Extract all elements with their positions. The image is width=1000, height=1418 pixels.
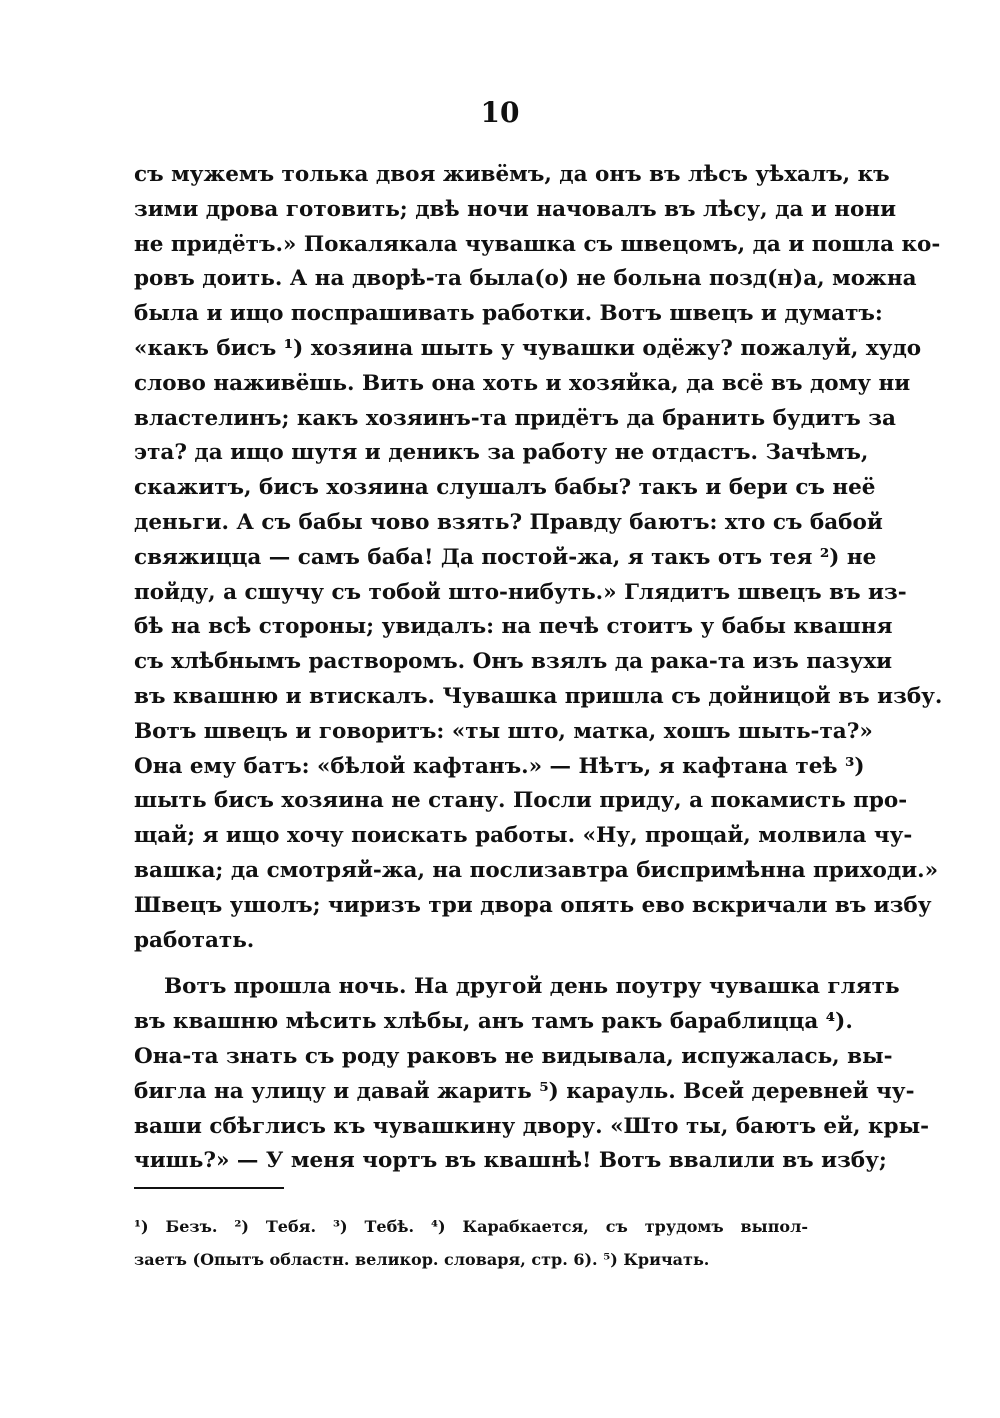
text-line: работать. xyxy=(134,927,255,953)
text-line: свяжицца — самъ баба! Да постой-жа, я такъ отъ тея ²) не xyxy=(134,544,877,570)
text-line: не придётъ.» Покалякала чувашка съ швецомъ, да и пошла ко- xyxy=(134,231,941,257)
text-line: въ квашню и втискалъ. Чувашка пришла съ дойницой въ избу. xyxy=(134,683,943,709)
text-line: властелинъ; какъ хозяинъ-та придётъ да бранить будитъ за xyxy=(134,405,896,431)
text-line: съ мужемъ толька двоя живёмъ, да онъ въ лѣсъ уѣхалъ, къ xyxy=(134,162,890,187)
text-line: чишь?» — У меня чортъ въ квашнѣ! Вотъ ввалили въ избу; xyxy=(134,1148,887,1174)
body-text xyxy=(134,158,943,1179)
paragraph-1 xyxy=(134,158,943,958)
text-line: была и ищо поспрашивать работки. Вотъ швецъ и думатъ: xyxy=(134,301,883,327)
text-line: зими дрова готовить; двѣ ночи начовалъ въ лѣсу, да и нони xyxy=(134,196,897,222)
text-line: «какъ бисъ ¹) хозяина шыть у чувашки одёжу? пожалуй, худо xyxy=(134,335,922,361)
text-line: ровъ доить. А на дворѣ-та была(о) не больна позд(н)а, можна xyxy=(134,266,917,292)
text-line: Она ему батъ: «бѣлой кафтанъ.» — Нѣтъ, я кафтана теѣ ³) xyxy=(134,753,865,779)
footnote-line: ¹) Безъ. ²) Тебя. ³) Тебѣ. ⁴) Карабкается, съ трудомъ выпол- xyxy=(134,1217,808,1236)
text-line: бѣ на всѣ стороны; увидалъ: на печѣ стоитъ у бабы квашня xyxy=(134,614,893,640)
text-line: въ квашню мѣсить хлѣбы, анъ тамъ ракъ бараблицца ⁴). xyxy=(134,1009,853,1035)
text-line: слово наживёшь. Вить она хоть и хозяйка, да всё въ дому ни xyxy=(134,370,911,396)
footnotes xyxy=(134,1210,808,1276)
text-line: скажитъ, бисъ хозяина слушалъ бабы? такъ и бери съ неё xyxy=(134,475,876,501)
text-line: Вотъ швецъ и говоритъ: «ты што, матка, хошъ шыть-та?» xyxy=(134,718,873,744)
text-line: Вотъ прошла ночь. На другой день поутру чувашка глять xyxy=(164,974,900,1000)
paragraph-2 xyxy=(134,970,930,1179)
text-line: шыть бисъ хозяина не стану. Посли приду, а покамисть про- xyxy=(134,788,908,814)
text-line: бигла на улицу и давай жарить ⁵) карауль. Всей деревней чу- xyxy=(134,1078,915,1104)
text-line: вашка; да смотряй-жа, на послизавтра биспримѣнна приходи.» xyxy=(134,857,939,883)
text-line: эта? да ищо шутя и деникъ за работу не отдастъ. Зачѣмъ, xyxy=(134,440,869,466)
text-line: ваши сбѣглисъ къ чувашкину двору. «Што ты, баютъ ей, кры- xyxy=(134,1113,930,1139)
text-line: пойду, а сшучу съ тобой што-нибуть.» Глядитъ швецъ въ из- xyxy=(134,579,907,605)
text-line: съ хлѣбнымъ растворомъ. Онъ взялъ да рака-та изъ пазухи xyxy=(134,649,893,675)
paragraph-gap xyxy=(134,958,808,970)
text-line: Швецъ ушолъ; чиризъ три двора опять ево вскричали въ избу xyxy=(134,892,932,918)
page-number: 10 xyxy=(480,96,520,129)
text-line: Она-та знать съ роду раковъ не видывала, испужалась, вы- xyxy=(134,1043,893,1069)
footnote-divider xyxy=(134,1187,284,1189)
text-line: деньги. А съ бабы чово взять? Правду баютъ: хто съ бабой xyxy=(134,509,883,535)
text-line: щай; я ищо хочу поискать работы. «Ну, прощай, молвила чу- xyxy=(134,823,913,849)
footnote-line: заетъ (Опытъ областн. великор. словаря, стр. 6). ⁵) Кричать. xyxy=(134,1250,710,1269)
